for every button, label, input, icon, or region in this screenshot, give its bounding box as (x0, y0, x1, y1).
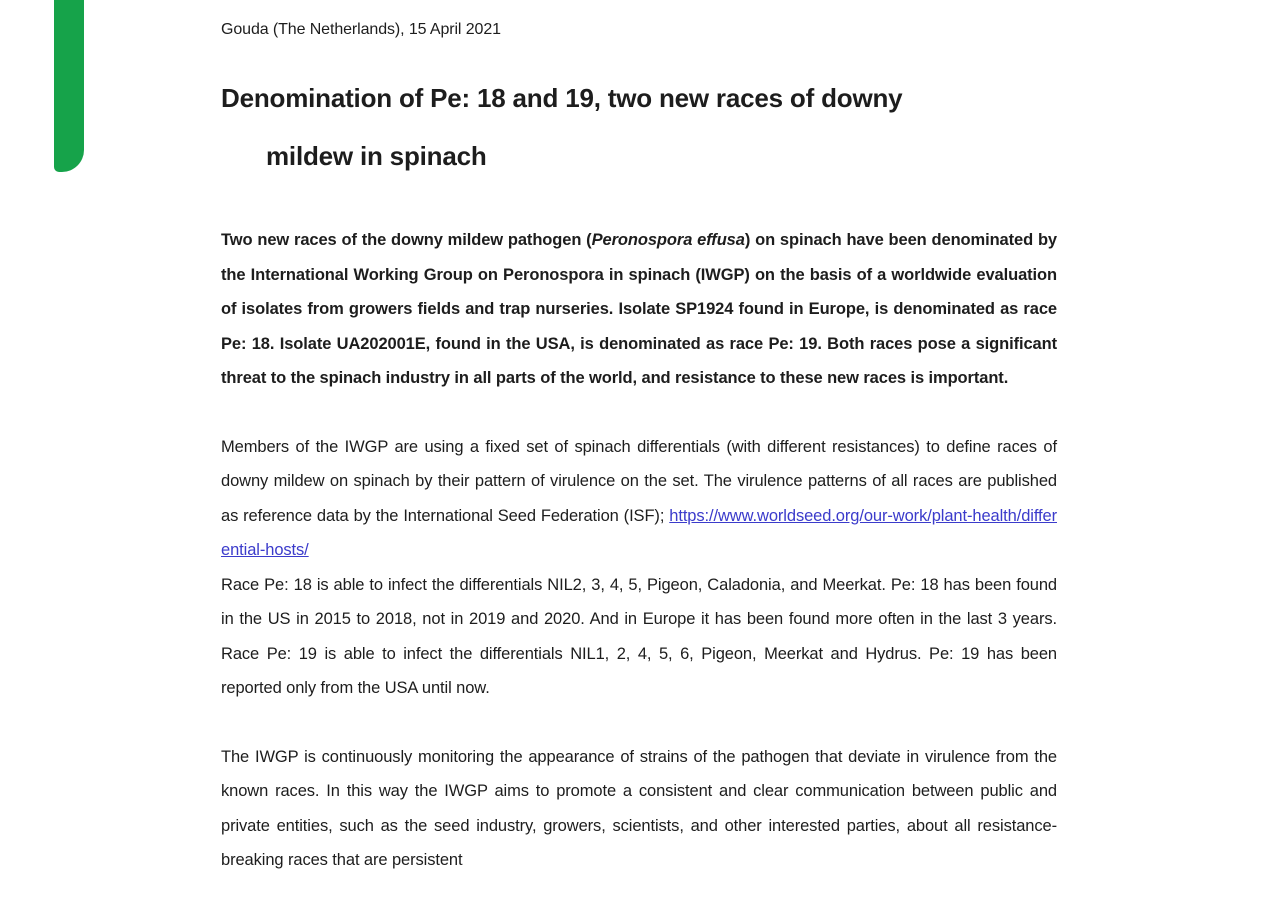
document-content (221, 0, 1057, 878)
differentials-paragraph (221, 430, 1057, 706)
dateline: Gouda (The Netherlands), 15 April 2021 (221, 21, 501, 38)
title-line-2: mildew in spinach (266, 141, 487, 171)
differentials-intro-text: Members of the IWGP are using a fixed set of spinach differentials (with different resistances) to define races of downy mildew on spinach by their pattern of virulence on the set. The virulence patterns of all races are published as reference data by the International Seed Federation (ISF); (221, 437, 1057, 525)
green-accent-bar (54, 0, 84, 172)
lead-paragraph (221, 223, 1057, 396)
title-line-1: Denomination of Pe: 18 and 19, two new races of downy (221, 83, 903, 113)
pathogen-latin-name: Peronospora effusa (591, 231, 745, 249)
races-detail-text: Race Pe: 18 is able to infect the differentials NIL2, 3, 4, 5, Pigeon, Caladonia, and Meerkat. Pe: 18 has been found in the US in 2015 to 2018, not in 2019 and 2020. And in Europe it has been found more often in the last 3 years. Race Pe: 19 is able to infect the differentials NIL1, 2, 4, 5, 6, Pigeon, Meerkat and Hydrus. Pe: 19 has been reported only from the USA until now. (221, 575, 1057, 697)
differential-hosts-link[interactable]: https://www.worldseed.org/our-work/plant-health/differential-hosts/ (221, 506, 1057, 559)
lead-text-after-latin: ) on spinach have been denominated by the International Working Group on Peronospora in spinach (IWGP) on the basis of a worldwide evaluation of isolates from growers fields and trap nurseries. Isolate SP1924 found in Europe, is denominated as race Pe: 18. Isolate UA202001E, found in the USA, is denominated as race Pe: 19. Both races pose a significant threat to the spinach industry in all parts of the world, and resistance to these new races is important. (221, 231, 1058, 387)
monitoring-paragraph: The IWGP is continuously monitoring the appearance of strains of the pathogen that deviate in virulence from the known races. In this way the IWGP aims to promote a consistent and clear communication between public and private entities, such as the seed industry, growers, scientists, and other interested parties, about all resistance-breaking races that are persistent (221, 747, 1057, 869)
lead-text-before-latin: Two new races of the downy mildew pathogen ( (221, 231, 592, 249)
document-title (221, 69, 1057, 185)
